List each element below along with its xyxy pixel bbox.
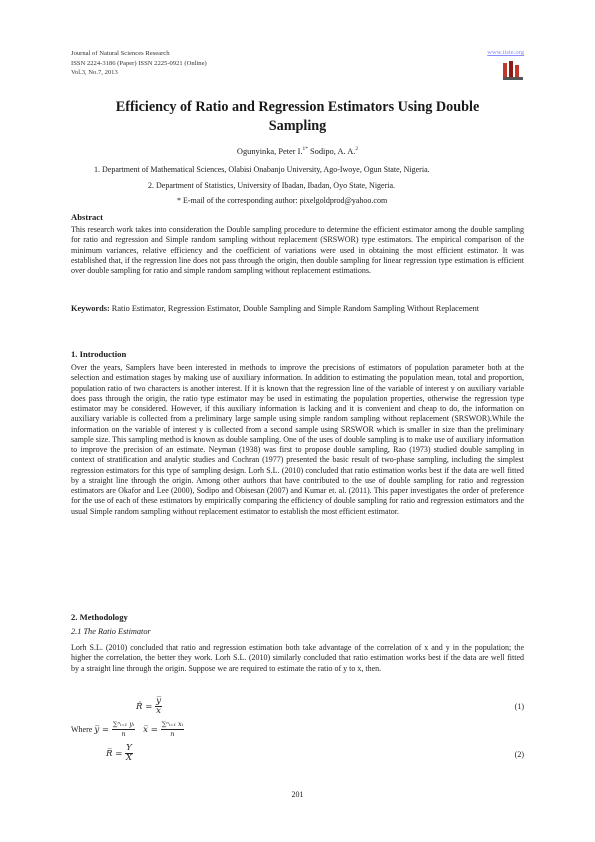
title-line-1: Efficiency of Ratio and Regression Estimators Using Double: [115, 99, 480, 115]
equation-2-number: (2): [514, 750, 524, 759]
eq1-lhs: R̂ =: [136, 702, 156, 712]
introduction-heading: 1. Introduction: [71, 349, 127, 359]
abstract-text: This research work takes into consideration the Double sampling procedure to determine the efficient estimator among the double sampling for ratio and regression and Simple random sampling without replacement (SRSWOR) type estimators. The empirical comparison of the minimum variances, relative efficiency and the coefficient of variations were used in obtaining the most efficient estimator. It was established that, if the regression line does not pass through the origin, then double sampling for linear regression type estimation is efficient over double sampling for ratio and simple random sampling without replacement estimations.: [71, 225, 524, 275]
title-line-2: Sampling: [268, 118, 327, 134]
author-2: Sodipo, A. A.: [307, 146, 356, 156]
equation-1: [136, 697, 162, 716]
author-2-marker: 2: [355, 146, 359, 152]
where-label: Where: [71, 725, 95, 734]
xbar-definition: x̅ = $\frac{\text{∑ⁿᵢ₌₁ xᵢ}}{n}$: [143, 720, 183, 738]
iiste-logo-icon: [502, 59, 524, 81]
xbar-numerator: ∑ⁿᵢ₌₁ xᵢ: [161, 720, 183, 728]
abstract-heading: Abstract: [71, 212, 103, 222]
xbar-denominator: n: [170, 730, 175, 738]
eq2-numerator: Y: [126, 743, 132, 753]
introduction-text: Over the years, Samplers have been interested in methods to improve the precisions of estimators of population parameter both at the selection and estimation stages by making use of auxiliary information. In addition to estimating the population mean, total and proportion, population ratio of two characters is another interest. If it is known that the regression line of the variable of interest y on auxiliary variable does pass through the origin, the ratio type estimator may be used in estimating the population properties, otherwise the regression type estimator may be considered. However, if this auxiliary information is lacking and it is convenient and cheap to do, the information on auxiliary variable is collected from a preliminary large sample using simple random sampling without replacement (SRSWOR).While the information on the variable of interest y is collected from a second sample using SRSWOR which is smaller in size than the preliminary sample size. This sampling method is known as double sampling. One of the uses of double sampling is to make use of auxiliary information to improve the precision of an estimate. Neyman (1938) was first to propose double sampling, Rao (1973) studied double sampling in context of stratification and analytic studies and Cochran (1977) presented the basic result of two-phase sampling, including the simplest regression estimators for this type of sampling design. Lorh S.L. (2010) concluded that ratio estimation works best if the data are well fitted by a straight line through the origin. Among other authors that have contributed to the use of double sampling for ratio and regression estimators are Okafor and Lee (2000), Sodipo and Obisesan (2007) and Kumar et. al. (2011). This paper investigates the order of preference for the use of each of these estimators by empirically comparing the efficiency of double sampling for ratio and regression estimators and the usual Simple random sampling without replacement estimator to establish the most efficient estimator.: [71, 363, 524, 516]
ybar-numerator: ∑ⁿᵢ₌₁ yᵢ: [112, 720, 135, 728]
where-definitions: [71, 720, 184, 739]
ratio-estimator-subheading: 2.1 The Ratio Estimator: [71, 627, 151, 636]
eq2-denominator: X: [125, 753, 133, 763]
eq1-numerator: y̅: [156, 696, 161, 706]
keywords-text: Ratio Estimator, Regression Estimator, Double Sampling and Simple Random Sampling Without Replacement: [109, 304, 480, 313]
methodology-heading: 2. Methodology: [71, 612, 128, 622]
keywords-label: Keywords:: [71, 304, 110, 313]
eq2-lhs: R̅ =: [106, 749, 126, 759]
page-number: 201: [291, 790, 304, 799]
ybar-denominator: n: [121, 730, 126, 738]
keywords: [71, 304, 524, 314]
affiliation-2: 2. Department of Statistics, University of Ibadan, Ibadan, Oyo State, Nigeria.: [148, 181, 396, 190]
volume-line: Vol.3, No.7, 2013: [71, 69, 118, 76]
equation-2: [106, 744, 133, 763]
affiliation-1: 1. Department of Mathematical Sciences, Olabisi Onabanjo University, Ago-Iwoye, Ogun State, Nigeria.: [94, 165, 430, 174]
author-1: Ogunyinka, Peter I.: [236, 146, 303, 156]
ybar-definition: y̅ = $\frac{\text{∑ⁿᵢ₌₁ yᵢ}}{n}$: [94, 720, 135, 738]
journal-url-link[interactable]: www.iiste.org: [487, 49, 524, 56]
methodology-text: Lorh S.L. (2010) concluded that ratio and regression estimation both take advantage of the correlation of x and y in the population; the higher the correlation, the better they work. Lorh S.L. (2010) similarly concluded that ratio estimation works best if the data are well fitted by a straight line through the origin. Suppose we are required to estimate the ratio of y to x, then.: [71, 643, 524, 673]
equation-1-number: (1): [514, 702, 524, 711]
corresponding-email: * E-mail of the corresponding author: pixelgoldprod@yahoo.com: [177, 196, 388, 205]
paper-title: [60, 98, 535, 136]
eq1-denominator: x̅: [156, 706, 161, 716]
issn-line: ISSN 2224-3186 (Paper) ISSN 2225-0921 (Online): [71, 59, 207, 67]
author-line: [0, 146, 595, 156]
iiste-logo: [502, 59, 524, 81]
journal-name: Journal of Natural Sciences Research: [71, 50, 170, 57]
author-1-marker: 1*: [302, 146, 308, 152]
